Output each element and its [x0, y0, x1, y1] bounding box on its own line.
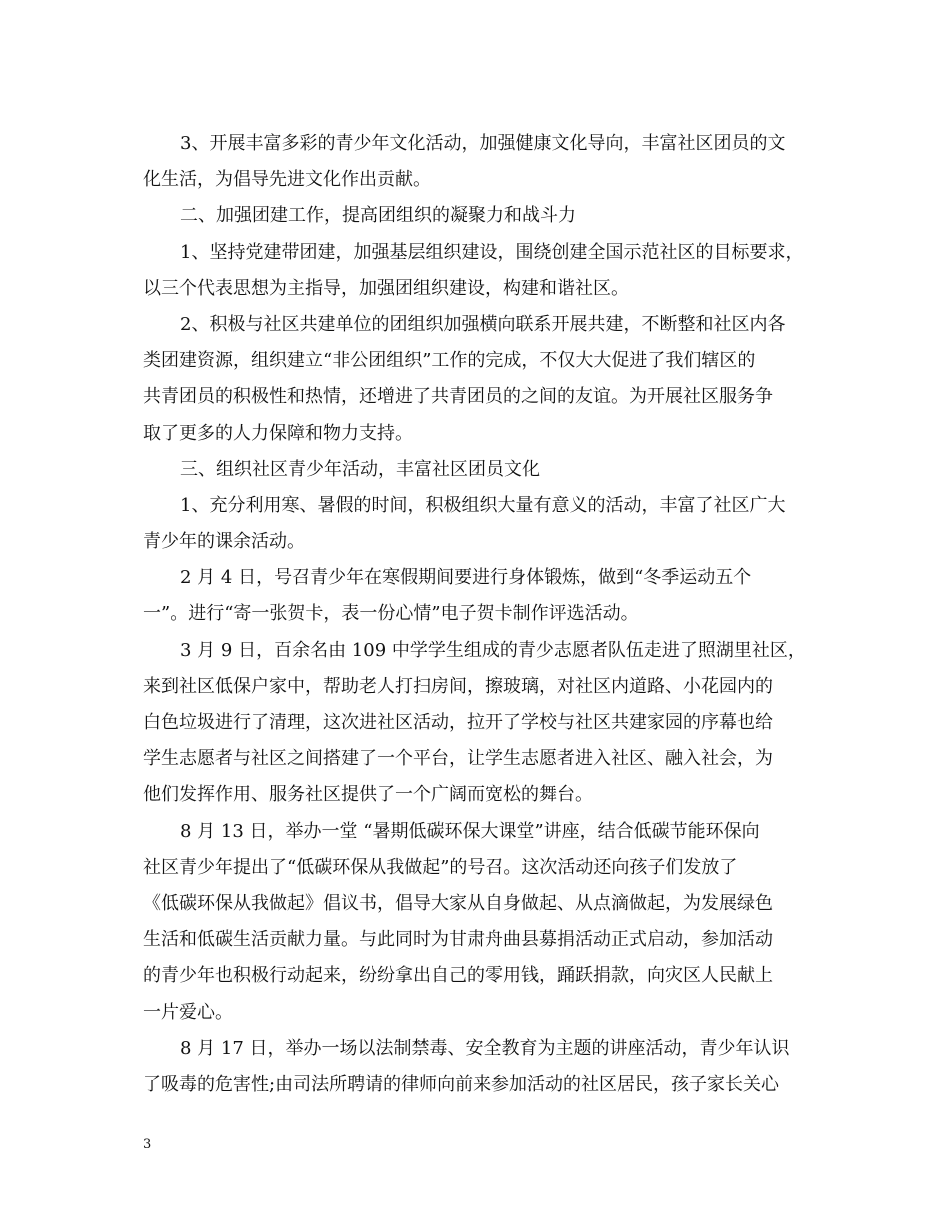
- section-heading: 二、加强团建工作，提高团组织的凝聚力和战斗力: [180, 205, 576, 227]
- text-line: 2 月 4 日，号召青少年在寒假期间要进行身体锻炼，做到“冬季运动五个: [180, 567, 752, 589]
- text-line: 的青少年也积极行动起来，纷纷拿出自己的零用钱，踊跃捐款，向灾区人民献上: [143, 965, 773, 987]
- text-line: 取了更多的人力保障和物力支持。: [143, 422, 413, 444]
- text-line: 一片爱心。: [143, 1001, 233, 1023]
- text-line: 共青团员的积极性和热情，还增进了共青团员的之间的友谊。为开展社区服务争: [143, 386, 773, 408]
- text-line: 类团建资源，组织建立“非公团组织”工作的完成，不仅大大促进了我们辖区的: [143, 350, 756, 372]
- text-line: 白色垃圾进行了清理，这次进社区活动，拉开了学校与社区共建家园的序幕也给: [143, 712, 773, 733]
- text-line: 8 月 13 日，举办一堂 “暑期低碳环保大课堂”讲座，结合低碳节能环保向: [180, 820, 760, 842]
- text-line: 2、积极与社区共建单位的团组织加强横向联系开展共建，不断整和社区内各: [180, 313, 786, 335]
- text-line: 了吸毒的危害性;由司法所聘请的律师向前来参加活动的社区居民，孩子家长关心: [143, 1073, 780, 1095]
- text-line: 《低碳环保从我做起》倡议书，倡导大家从自身做起、从点滴做起，为发展绿色: [143, 892, 773, 914]
- document-body: [143, 126, 823, 1103]
- text-line: 生活和低碳生活贡献力量。与此同时为甘肃舟曲县募捐活动正式启动，参加活动: [143, 929, 773, 951]
- text-line: 社区青少年提出了“低碳环保从我做起”的号召。这次活动还向孩子们发放了: [143, 856, 738, 878]
- text-line: 来到社区低保户家中，帮助老人打扫房间，擦玻璃，对社区内道路、小花园内的: [143, 675, 773, 697]
- text-line: 8 月 17 日，举办一场以法制禁毒、安全教育为主题的讲座活动，青少年认识: [180, 1037, 790, 1059]
- text-line: 3 月 9 日，百余名由 109 中学学生组成的青少志愿者队伍走进了照湖里社区，: [180, 639, 806, 661]
- section-heading: 三、组织社区青少年活动，丰富社区团员文化: [180, 458, 540, 480]
- page-number: 3: [143, 1137, 152, 1152]
- text-line: 1、坚持党建带团建，加强基层组织建设，围绕创建全国示范社区的目标要求，: [180, 241, 804, 263]
- text-line: 青少年的课余活动。: [143, 531, 305, 553]
- text-line: 以三个代表思想为主指导，加强团组织建设，构建和谐社区。: [143, 277, 629, 299]
- text-line: 学生志愿者与社区之间搭建了一个平台，让学生志愿者进入社区、融入社会，为: [143, 748, 773, 770]
- text-line: 3、开展丰富多彩的青少年文化活动，加强健康文化导向，丰富社区团员的文: [180, 133, 786, 154]
- text-line: 1、充分利用寒、暑假的时间，积极组织大量有意义的活动，丰富了社区广大: [180, 494, 786, 516]
- text-line: 一”。进行“寄一张贺卡，表一份心情”电子贺卡制作评选活动。: [143, 603, 639, 625]
- text-line: 化生活，为倡导先进文化作出贡献。: [143, 169, 431, 191]
- text-line: 他们发挥作用、服务社区提供了一个广阔而宽松的舞台。: [143, 784, 593, 806]
